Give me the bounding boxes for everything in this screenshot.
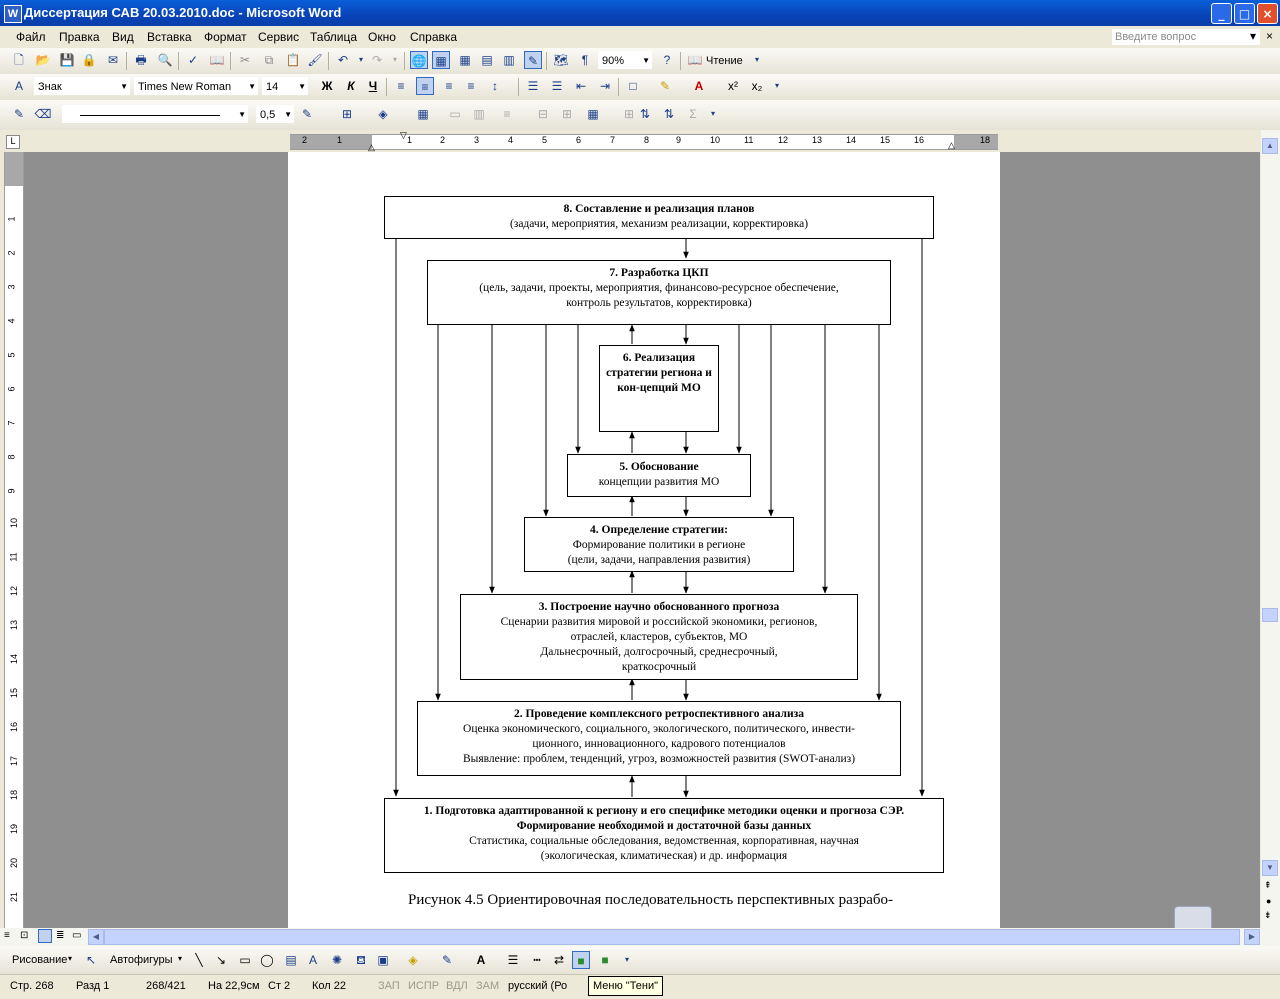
toolbar-options-icon[interactable]: ▾ bbox=[624, 955, 629, 964]
tables-borders-icon[interactable]: ▦ bbox=[432, 51, 450, 69]
ruler-label: 18 bbox=[980, 135, 991, 145]
box-8-line: (задачи, мероприятия, механизм реализации, корректировка) bbox=[509, 218, 809, 230]
align-icon[interactable]: ≡ bbox=[503, 107, 511, 121]
ruler-label: 5 bbox=[6, 352, 17, 358]
font-combo[interactable]: Times New Roman ▼ bbox=[134, 77, 258, 95]
borders-icon[interactable]: ⊞ bbox=[341, 107, 353, 121]
menu-edit[interactable]: Правка bbox=[59, 30, 100, 44]
toolbar-separator bbox=[328, 52, 329, 70]
status-line: Ст 2 bbox=[268, 980, 291, 992]
box-6-title: 6. Реализация стратегии региона и кон-цепций МО bbox=[606, 352, 712, 394]
styles-pane-icon[interactable]: A bbox=[14, 79, 23, 93]
ruler-label: 16 bbox=[9, 721, 20, 733]
line-weight-value: 0,5 bbox=[260, 109, 276, 121]
right-indent-marker[interactable]: △ bbox=[948, 140, 955, 150]
first-line-indent-marker[interactable]: ▽ bbox=[400, 130, 407, 140]
horizontal-ruler[interactable] bbox=[0, 130, 1280, 152]
status-bar bbox=[0, 974, 1280, 999]
permission-icon[interactable]: 🔒 bbox=[81, 53, 97, 67]
hyperlink-icon[interactable]: 🌐 bbox=[410, 51, 428, 69]
status-overtype[interactable]: ЗАМ bbox=[476, 980, 500, 992]
document-map-icon[interactable]: 🗺 bbox=[553, 53, 569, 67]
format-painter-icon[interactable]: 🖌 bbox=[307, 53, 323, 67]
browse-object-icon[interactable] bbox=[1174, 906, 1212, 928]
style-value: Знак bbox=[38, 81, 62, 93]
horizontal-scrollbar[interactable] bbox=[0, 928, 1280, 946]
menu-file[interactable]: Файл bbox=[16, 30, 46, 44]
distribute-columns-icon[interactable]: ⊞ bbox=[561, 107, 573, 121]
wordart-icon[interactable]: A bbox=[308, 953, 317, 967]
toolbar-separator bbox=[126, 52, 127, 70]
align-left-icon[interactable]: ≡ bbox=[397, 79, 405, 93]
title-bar bbox=[0, 0, 1280, 26]
box-7-title: 7. Разработка ЦКП bbox=[609, 267, 709, 279]
ruler-label: 2 bbox=[302, 135, 308, 145]
ruler-label: 2 bbox=[440, 135, 446, 145]
ruler-label: 7 bbox=[6, 420, 17, 426]
font-color-icon[interactable]: A bbox=[476, 953, 486, 967]
show-hide-pilcrow-icon[interactable]: ¶ bbox=[581, 53, 589, 67]
open-icon[interactable]: 📂 bbox=[35, 53, 51, 67]
line-style-combo[interactable]: ▼ bbox=[62, 105, 248, 123]
undo-icon[interactable]: ↶ bbox=[337, 53, 349, 67]
ruler-label: 3 bbox=[6, 284, 17, 290]
box-7-line: (цель, задачи, проекты, мероприятия, финансово-ресурсное обеспечение, bbox=[479, 282, 839, 294]
box-2-line: Выявление: проблем, тенденций, угроз, возможностей развития (SWOT-анализ) bbox=[462, 753, 856, 765]
diagram-box-5 bbox=[567, 454, 751, 497]
autoshapes-menu-button[interactable]: Автофигуры bbox=[110, 954, 173, 966]
ask-question-input[interactable]: Введите вопрос bbox=[1112, 29, 1260, 45]
menu-tools[interactable]: Сервис bbox=[258, 30, 300, 44]
scroll-up-button[interactable]: ▲ bbox=[1262, 138, 1278, 154]
previous-page-icon[interactable]: ⇞ bbox=[1264, 880, 1272, 890]
ruler-label: 9 bbox=[676, 135, 682, 145]
box-1-title: 1. Подготовка адаптированной к региону и его специфике методики оценки и прогноза СЭР. Формирование необходимой и достаточной базы данных bbox=[423, 805, 905, 832]
redo-icon[interactable]: ↷ bbox=[371, 53, 383, 67]
line-color-icon[interactable]: ✎ bbox=[441, 953, 453, 967]
ruler-label: 6 bbox=[576, 135, 582, 145]
horizontal-scroll-thumb[interactable] bbox=[104, 929, 1240, 945]
minimize-button[interactable]: _ bbox=[1211, 3, 1232, 24]
eraser-icon[interactable]: ⌫ bbox=[34, 107, 52, 121]
ruler-label: 13 bbox=[812, 135, 823, 145]
diagram-box-4 bbox=[524, 517, 794, 572]
ruler-label: 15 bbox=[880, 135, 891, 145]
ruler-label: 14 bbox=[846, 135, 857, 145]
superscript-icon[interactable]: x² bbox=[728, 79, 738, 93]
show-gridlines-icon[interactable]: ⊞ bbox=[623, 107, 635, 121]
ruler-label: 19 bbox=[9, 823, 20, 835]
status-track-changes[interactable]: ИСПР bbox=[408, 980, 440, 992]
insert-excel-icon[interactable]: ▤ bbox=[481, 53, 493, 67]
sort-descending-icon[interactable]: ⇅ bbox=[663, 107, 675, 121]
ruler-label: 20 bbox=[9, 857, 20, 869]
ruler-label: 6 bbox=[6, 386, 17, 392]
clip-art-icon[interactable]: ⛾ bbox=[356, 953, 366, 967]
merge-cells-icon[interactable]: ▭ bbox=[449, 107, 461, 121]
ruler-label: 3 bbox=[474, 135, 480, 145]
status-section: Разд 1 bbox=[76, 980, 110, 992]
ruler-label: 1 bbox=[337, 135, 343, 145]
right-margin-area bbox=[954, 135, 998, 149]
drawing-menu-button[interactable]: Рисование bbox=[12, 954, 68, 966]
status-column: Кол 22 bbox=[312, 980, 346, 992]
distribute-rows-icon[interactable]: ⊟ bbox=[537, 107, 549, 121]
cut-icon[interactable]: ✂ bbox=[239, 53, 251, 67]
box-7-line: контроль результатов, корректировка) bbox=[566, 297, 752, 309]
table-autoformat-icon[interactable]: ▦ bbox=[587, 107, 599, 121]
copy-icon[interactable]: ⧉ bbox=[264, 53, 274, 67]
ask-dropdown-icon[interactable]: ▾ bbox=[1250, 29, 1257, 43]
toolbar-separator bbox=[546, 52, 547, 70]
zoom-value: 90% bbox=[602, 55, 625, 67]
ruler-label: 11 bbox=[8, 552, 19, 562]
ruler-label: 17 bbox=[9, 755, 20, 767]
ruler-label: 10 bbox=[710, 135, 721, 145]
decrease-indent-icon[interactable]: ⇤ bbox=[575, 79, 587, 93]
outline-view-icon[interactable]: ≣ bbox=[56, 930, 65, 941]
line-style-sample bbox=[80, 115, 220, 116]
maximize-button[interactable]: □ bbox=[1234, 3, 1255, 24]
document-area[interactable] bbox=[24, 152, 1260, 928]
arrow-style-icon[interactable]: ⇄ bbox=[553, 953, 565, 967]
box-2-line: Оценка экономического, социального, экологического, политического, инвести- bbox=[463, 723, 855, 735]
diagram-box-7 bbox=[427, 260, 891, 325]
bullets-icon[interactable]: ☰ bbox=[551, 79, 563, 93]
ruler-label: 16 bbox=[914, 135, 925, 145]
shadow-menu-tooltip: Меню "Тени" bbox=[588, 976, 663, 996]
status-language: русский (Ро bbox=[508, 980, 568, 992]
dash-style-icon[interactable]: ┅ bbox=[533, 953, 541, 967]
close-document-icon[interactable]: × bbox=[1266, 29, 1274, 43]
border-color-icon[interactable]: ✎ bbox=[301, 107, 313, 121]
ruler-label: 8 bbox=[644, 135, 650, 145]
document-page[interactable] bbox=[288, 152, 1000, 928]
toolbar-separator bbox=[230, 52, 231, 70]
top-margin-area bbox=[5, 152, 23, 186]
next-page-icon[interactable]: ⇟ bbox=[1264, 910, 1272, 920]
font-value: Times New Roman bbox=[138, 81, 232, 93]
diagram-box-1 bbox=[384, 798, 944, 873]
outside-border-icon[interactable]: □ bbox=[629, 79, 637, 93]
line-weight-combo[interactable]: 0,5 ▼ bbox=[256, 105, 294, 123]
close-button[interactable]: × bbox=[1257, 3, 1278, 24]
select-browse-object-icon[interactable]: ● bbox=[1266, 896, 1272, 906]
font-color-icon[interactable]: A bbox=[694, 79, 704, 93]
sort-ascending-icon[interactable]: ⇅ bbox=[639, 107, 651, 121]
box-2-line: ционного, инновационного, кадрового потенциалов bbox=[532, 738, 786, 750]
line-spacing-icon[interactable]: ↕ bbox=[492, 79, 498, 93]
zoom-combo[interactable]: 90% ▼ bbox=[598, 51, 652, 69]
toolbar-separator bbox=[386, 78, 387, 96]
diagram-box-2 bbox=[417, 701, 901, 776]
undo-dropdown-icon[interactable]: ▾ bbox=[358, 55, 363, 64]
3d-style-icon[interactable]: ■ bbox=[601, 953, 609, 967]
drawing-toolbar bbox=[0, 946, 1280, 974]
fill-color-icon[interactable]: ◈ bbox=[408, 953, 418, 967]
draw-table-icon[interactable]: ✎ bbox=[13, 107, 25, 121]
shadow-style-icon[interactable]: ■ bbox=[572, 951, 590, 969]
box-4-line: Формирование политики в регионе bbox=[572, 539, 746, 551]
ruler-label: 10 bbox=[9, 517, 20, 529]
standard-toolbar bbox=[0, 48, 1280, 75]
normal-view-icon[interactable]: ≡ bbox=[4, 930, 10, 941]
box-4-title: 4. Определение стратегии: bbox=[590, 524, 728, 536]
menu-view[interactable]: Вид bbox=[112, 30, 134, 44]
increase-indent-icon[interactable]: ⇥ bbox=[599, 79, 611, 93]
formatting-toolbar bbox=[0, 74, 1280, 101]
ruler-label: 12 bbox=[778, 135, 789, 145]
drawing-dropdown-icon[interactable]: ▾ bbox=[68, 954, 73, 963]
bold-button[interactable]: Ж bbox=[321, 79, 333, 93]
insert-table-icon[interactable]: ▦ bbox=[417, 107, 429, 121]
ruler-label: 18 bbox=[9, 789, 20, 801]
toolbar-separator bbox=[680, 52, 681, 70]
email-icon[interactable]: ✉ bbox=[107, 53, 119, 67]
justify-icon[interactable]: ≡ bbox=[467, 79, 475, 93]
menu-help[interactable]: Справка bbox=[410, 30, 458, 44]
highlight-icon[interactable]: ✎ bbox=[659, 79, 671, 93]
status-extend[interactable]: ВДЛ bbox=[446, 980, 468, 992]
toolbar-separator bbox=[404, 52, 405, 70]
status-record[interactable]: ЗАП bbox=[378, 980, 400, 992]
ruler-label: 2 bbox=[6, 250, 17, 256]
menu-bar bbox=[0, 26, 1280, 48]
status-page: Стр. 268 bbox=[10, 980, 54, 992]
word-app-icon[interactable]: W bbox=[4, 5, 22, 23]
vertical-ruler[interactable] bbox=[4, 152, 24, 928]
arrow-icon[interactable]: ↘ bbox=[215, 953, 227, 967]
font-size-value: 14 bbox=[266, 81, 279, 93]
print-preview-icon[interactable]: 🔍 bbox=[157, 53, 173, 67]
figure-caption: Рисунок 4.5 Ориентировочная последовательность перспективных разрабо- bbox=[408, 892, 894, 908]
ruler-label: 21 bbox=[9, 891, 20, 903]
diagram-box-3 bbox=[460, 594, 858, 680]
diagram-icon[interactable]: ✺ bbox=[331, 953, 343, 967]
underline-button[interactable]: Ч bbox=[368, 79, 378, 93]
ruler-label: 4 bbox=[508, 135, 514, 145]
toolbar-options-icon[interactable]: ▾ bbox=[710, 109, 715, 118]
box-1-line: (экологическая, климатическая) и др. информация bbox=[540, 850, 788, 862]
box-3-line: Сценарии развития мировой и российской экономики, регионов, bbox=[500, 616, 818, 628]
box-4-line: (цели, задачи, направления развития) bbox=[567, 554, 751, 566]
box-3-line: краткосрочный bbox=[621, 661, 697, 673]
box-5-title: 5. Обоснование bbox=[619, 461, 699, 473]
ruler-label: 14 bbox=[9, 653, 20, 665]
insert-picture-icon[interactable]: ▣ bbox=[377, 953, 389, 967]
box-2-title: 2. Проведение комплексного ретроспективного анализа bbox=[513, 708, 804, 720]
ruler-label: 5 bbox=[542, 135, 548, 145]
box-8-title: 8. Составление и реализация планов bbox=[563, 203, 755, 215]
oval-icon[interactable]: ◯ bbox=[260, 953, 274, 967]
ruler-label: 12 bbox=[9, 585, 20, 597]
reading-view-icon[interactable]: ▭ bbox=[72, 930, 82, 941]
scroll-right-button[interactable]: ▶ bbox=[1244, 929, 1260, 945]
web-view-icon[interactable]: ⊡ bbox=[20, 930, 29, 941]
numbering-icon[interactable]: ☰ bbox=[527, 79, 539, 93]
drawing-icon[interactable]: ✎ bbox=[524, 51, 542, 69]
scroll-thumb[interactable] bbox=[1262, 608, 1278, 622]
shading-color-icon[interactable]: ◈ bbox=[378, 107, 388, 121]
research-icon[interactable]: 📖 bbox=[209, 53, 225, 67]
spelling-icon[interactable]: ✓ bbox=[187, 53, 199, 67]
read-icon[interactable]: 📖 bbox=[687, 53, 703, 67]
vertical-scrollbar[interactable] bbox=[1261, 130, 1280, 928]
scroll-left-button[interactable]: ◀ bbox=[88, 929, 104, 945]
font-size-combo[interactable]: 14 ▼ bbox=[262, 77, 308, 95]
align-right-icon[interactable]: ≡ bbox=[445, 79, 453, 93]
text-box-icon[interactable]: ▤ bbox=[285, 953, 297, 967]
ruler-label: 13 bbox=[9, 619, 20, 631]
read-button-label[interactable]: Чтение bbox=[706, 55, 743, 67]
help-icon[interactable]: ? bbox=[663, 53, 671, 67]
menu-table[interactable]: Таблица bbox=[310, 30, 358, 44]
box-1-line: Статистика, социальные обследования, ведомственная, корпоративная, научная bbox=[469, 835, 859, 847]
tables-borders-toolbar bbox=[0, 100, 1280, 131]
split-cells-icon[interactable]: ▥ bbox=[473, 107, 485, 121]
menu-window[interactable]: Окно bbox=[368, 30, 396, 44]
rectangle-icon[interactable]: ▭ bbox=[239, 953, 251, 967]
style-combo[interactable]: Знак ▼ bbox=[34, 77, 130, 95]
ruler-label: 1 bbox=[6, 216, 17, 222]
autoshapes-dropdown-icon[interactable]: ▾ bbox=[178, 954, 183, 963]
italic-button[interactable]: К bbox=[347, 79, 355, 93]
hanging-indent-marker[interactable]: △ bbox=[368, 142, 375, 152]
ruler-label: 11 bbox=[744, 135, 754, 145]
toolbar-options-icon[interactable]: ▾ bbox=[754, 55, 759, 64]
ruler-label: 9 bbox=[6, 488, 17, 494]
box-3-title: 3. Построение научно обоснованного прогноза bbox=[538, 601, 780, 613]
diagram-box-6 bbox=[599, 345, 719, 432]
ruler-label: 4 bbox=[6, 318, 17, 324]
print-icon[interactable]: 🖶 bbox=[135, 53, 147, 67]
ruler-label: 15 bbox=[9, 687, 20, 699]
toolbar-separator bbox=[178, 52, 179, 70]
align-center-icon[interactable]: ≡ bbox=[416, 77, 434, 95]
box-5-line: концепции развития МО bbox=[598, 476, 720, 488]
print-layout-view-icon[interactable] bbox=[38, 929, 52, 943]
toolbar-options-icon[interactable]: ▾ bbox=[774, 81, 779, 90]
toolbar-separator bbox=[518, 78, 519, 96]
menu-format[interactable]: Формат bbox=[204, 30, 247, 44]
save-icon[interactable]: 💾 bbox=[59, 53, 75, 67]
line-style-icon[interactable]: ☰ bbox=[507, 953, 519, 967]
select-objects-icon[interactable]: ↖ bbox=[85, 953, 97, 967]
ruler-label: 7 bbox=[610, 135, 616, 145]
subscript-icon[interactable]: x₂ bbox=[751, 79, 763, 93]
new-document-icon[interactable]: 🗋 bbox=[14, 53, 24, 67]
columns-icon[interactable]: ▥ bbox=[503, 53, 515, 67]
box-3-line: отраслей, кластеров, субъектов, МО bbox=[570, 631, 748, 643]
toolbar-separator bbox=[618, 78, 619, 96]
redo-dropdown-icon[interactable]: ▾ bbox=[392, 55, 397, 64]
paste-icon[interactable]: 📋 bbox=[285, 53, 301, 67]
window-title: Диссертация САВ 20.03.2010.doc - Microsoft Word bbox=[24, 5, 342, 20]
autosum-icon[interactable]: Σ bbox=[689, 107, 697, 121]
ruler-label: 1 bbox=[407, 135, 413, 145]
scroll-down-button[interactable]: ▼ bbox=[1262, 860, 1278, 876]
menu-insert[interactable]: Вставка bbox=[147, 30, 192, 44]
line-icon[interactable]: ╲ bbox=[195, 953, 203, 967]
tab-selector-icon[interactable]: L bbox=[6, 135, 20, 149]
status-position: На 22,9см bbox=[208, 980, 260, 992]
box-3-line: Дальнесрочный, долгосрочный, среднесрочный, bbox=[540, 646, 778, 658]
ruler-label: 8 bbox=[6, 454, 17, 460]
ruler-scale[interactable] bbox=[290, 134, 998, 150]
status-pages: 268/421 bbox=[146, 980, 186, 992]
diagram-box-8 bbox=[384, 196, 934, 239]
insert-table-icon[interactable]: ▦ bbox=[459, 53, 471, 67]
